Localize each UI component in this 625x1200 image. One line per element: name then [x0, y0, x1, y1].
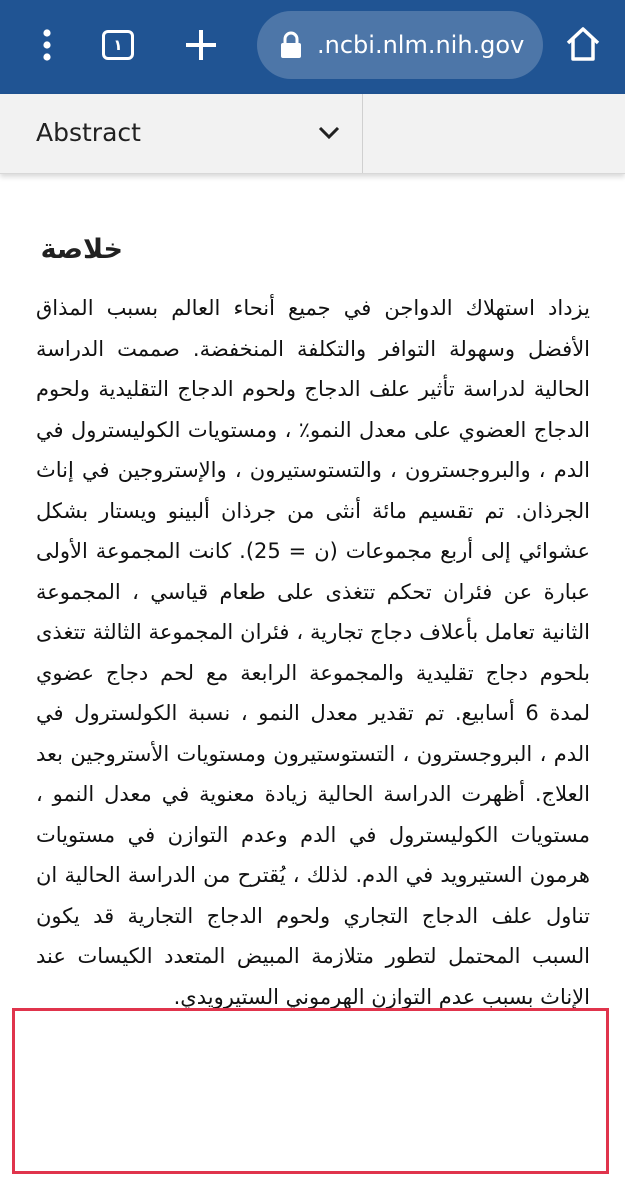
address-bar[interactable]	[257, 11, 543, 79]
section-dropdown[interactable]	[0, 94, 363, 173]
home-icon[interactable]	[563, 24, 603, 64]
section-navigation	[0, 94, 625, 174]
chevron-down-icon	[316, 120, 342, 146]
browser-toolbar	[0, 0, 625, 94]
section-dropdown-label: Abstract	[36, 118, 141, 147]
more-vert-icon[interactable]	[32, 28, 62, 62]
abstract-body	[36, 288, 590, 1017]
lock-icon	[279, 31, 303, 59]
url-text: .ncbi.nlm.nih.gov	[317, 31, 525, 59]
tab-switcher-button[interactable]: ١	[102, 30, 134, 60]
abstract-text: يزداد استهلاك الدواجن في جميع أنحاء العالم بسبب المذاق الأفضل وسهولة التوافر والتكلفة المنخفضة. صممت الدراسة الحالية لدراسة تأثير علف الدجاج ولحوم الدجاج التقليدية ولحوم الدجاج العضوي على معدل النمو٪ ، ومستويات الكوليسترول في الدم ، والبروجسترون ، والتستوستيرون ، والإستروجين في إناث الجرذان. تم تقسيم مائة أنثى من جرذان ألبينو ويستار بشكل عشوائي إلى أربع مجموعات (ن = 25). كانت المجموعة الأولى عبارة عن فئران تحكم تتغذى على طعام قياسي ، المجموعة الثانية تعامل بأعلاف دجاج تجارية ، فئران المجموعة الثالثة تتغذى بلحوم دجاج تقليدية والمجموعة الرابعة مع لحم دجاج عضوي لمدة 6 أسابيع. تم تقدير معدل النمو ، نسبة الكولسترول في الدم ، البروجسترون ، التستوستيرون ومستويات الأستروجين بعد العلاج. أظهرت الدراسة الحالية زيادة معنوية في معدل النمو ، مستويات الكوليسترول في الدم وعدم التوازن في مستويات هرمون الستيرويد في الدم. لذلك ، يُقترح من الدراسة الحالية ان تناول علف الدجاج التجاري ولحوم الدجاج التجارية قد يكون السبب المحتمل لتطور متلازمة المبيض المتعدد الكيسات عند الإناث بسبب عدم التوازن الهرموني الستيرويدي.	[36, 296, 590, 1009]
highlight-box	[12, 1008, 609, 1174]
plus-icon[interactable]	[183, 27, 219, 63]
abstract-heading: خلاصة	[40, 234, 123, 265]
